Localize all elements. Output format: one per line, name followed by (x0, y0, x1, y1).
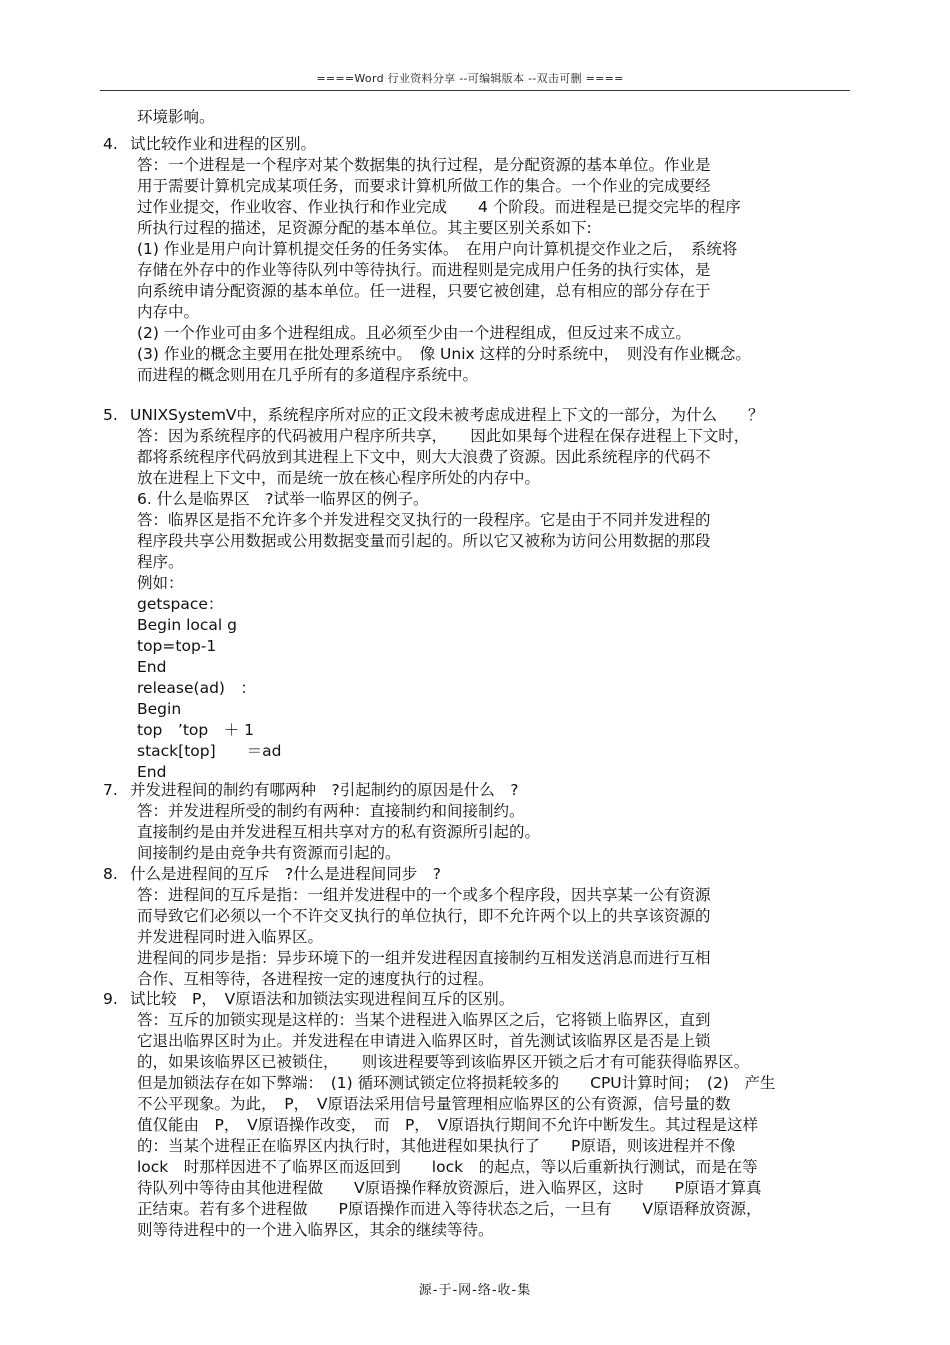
text-line: (3) 作业的概念主要用在批处理系统中。 像 Unix 这样的分时系统中， 则没有作业概念。 (137, 345, 751, 363)
text-line: 的，如果该临界区已被锁住， 则该进程要等到该临界区开锁之后才有可能获得临界区。 (137, 1053, 750, 1071)
page-header: ====Word 行业资料分享 --可编辑版本 --双击可删 ==== (316, 72, 624, 85)
item-number: 8. (103, 865, 118, 883)
text-line: 什么是进程间的互斥 ?什么是进程间同步 ? (130, 865, 441, 883)
text-line: 答：一个进程是一个程序对某个数据集的执行过程，是分配资源的基本单位。作业是 (137, 156, 711, 174)
text-line: 答：临界区是指不允许多个并发进程交叉执行的一段程序。它是由于不同并发进程的 (137, 511, 711, 529)
text-line: 但是加锁法存在如下弊端： (1) 循环测试锁定位将损耗较多的 CPU计算时间； (2) 产生 (137, 1074, 776, 1092)
text-line: 答：进程间的互斥是指：一组并发进程中的一个或多个程序段，因共享某一公有资源 (137, 886, 711, 904)
text-line: top ’top ＋ 1 (137, 721, 255, 739)
text-line: 试比较作业和进程的区别。 (130, 135, 317, 153)
text-line: 向系统申请分配资源的基本单位。任一进程，只要它被创建，总有相应的部分存在于 (137, 282, 711, 300)
text-line: 间接制约是由竞争共有资源而引起的。 (137, 844, 401, 862)
text-line: 放在进程上下文中，而是统一放在核心程序所处的内存中。 (137, 469, 541, 487)
text-line: Begin (137, 700, 182, 718)
text-line: 并发进程间的制约有哪两种 ?引起制约的原因是什么 ? (130, 781, 519, 799)
text-line: 过作业提交，作业收容、作业执行和作业完成 4 个阶段。而进程是已提交完毕的程序 (137, 198, 741, 216)
header-divider (100, 90, 850, 91)
text-line: 则等待进程中的一个进入临界区，其余的继续等待。 (137, 1221, 494, 1239)
text-line: 内存中。 (137, 303, 200, 321)
item-number: 5. (103, 406, 118, 424)
text-line: 合作、互相等待，各进程按一定的速度执行的过程。 (137, 970, 494, 988)
text-line: 不公平现象。为此， P， V原语法采用信号量管理相应临界区的公有资源，信号量的数 (137, 1095, 731, 1113)
text-line: 值仅能由 P， V原语操作改变， 而 P， V原语执行期间不允许中断发生。其过程是这样 (137, 1116, 759, 1134)
item-number: 4. (103, 135, 118, 153)
item-number: 9. (103, 990, 118, 1008)
text-line: UNIXSystemV中，系统程序所对应的正文段未被考虑成进程上下文的一部分，为什么 ？ (130, 406, 764, 424)
text-line: 存储在外存中的作业等待队列中等待执行。而进程则是完成用户任务的执行实体，是 (137, 261, 711, 279)
text-line: End (137, 763, 167, 781)
text-line: End (137, 658, 167, 676)
text-line: 试比较 P， V原语法和加锁法实现进程间互斥的区别。 (130, 990, 515, 1008)
text-line: 并发进程同时进入临界区。 (137, 928, 324, 946)
text-line: 答：互斥的加锁实现是这样的：当某个进程进入临界区之后，它将锁上临界区，直到 (137, 1011, 711, 1029)
text-line: 待队列中等待由其他进程做 V原语操作释放资源后，进入临界区，这时 P原语才算真 (137, 1179, 762, 1197)
text-line: (1) 作业是用户向计算机提交任务的任务实体。 在用户向计算机提交作业之后， 系统将 (137, 240, 738, 258)
text-line: getspace： (137, 595, 224, 613)
text-line: 的：当某个进程正在临界区内执行时，其他进程如果执行了 P原语，则该进程并不像 (137, 1137, 736, 1155)
text-line: 程序。 (137, 553, 184, 571)
text-line: 进程间的同步是指：异步环境下的一组并发进程因直接制约互相发送消息而进行互相 (137, 949, 711, 967)
text-line: Begin local g (137, 616, 237, 634)
text-line: 例如： (137, 574, 184, 592)
text-line: 答：并发进程所受的制约有两种：直接制约和间接制约。 (137, 802, 525, 820)
text-line: 6. 什么是临界区 ?试举一临界区的例子。 (137, 490, 429, 508)
text-line: top=top-1 (137, 637, 217, 655)
text-line: 环境影响。 (137, 108, 215, 126)
text-line: lock 时那样因进不了临界区而返回到 lock 的起点，等以后重新执行测试，而是在等 (137, 1158, 758, 1176)
text-line: (2) 一个作业可由多个进程组成。且必须至少由一个进程组成，但反过来不成立。 (137, 324, 691, 342)
text-line: 答：因为系统程序的代码被用户程序所共享， 因此如果每个进程在保存进程上下文时， (137, 427, 750, 445)
text-line: release(ad) ： (137, 679, 256, 697)
text-line: 所执行过程的描述，足资源分配的基本单位。其主要区别关系如下: (137, 219, 592, 237)
text-line: 而导致它们必须以一个不许交叉执行的单位执行，即不允许两个以上的共享该资源的 (137, 907, 711, 925)
text-line: 正结束。若有多个进程做 P原语操作而进入等待状态之后，一旦有 V原语释放资源， (137, 1200, 762, 1218)
text-line: 直接制约是由并发进程互相共享对方的私有资源所引起的。 (137, 823, 541, 841)
text-line: 用于需要计算机完成某项任务，而要求计算机所做工作的集合。一个作业的完成要经 (137, 177, 711, 195)
text-line: 都将系统程序代码放到其进程上下文中，则大大浪费了资源。因此系统程序的代码不 (137, 448, 711, 466)
text-line: 而进程的概念则用在几乎所有的多道程序系统中。 (137, 366, 479, 384)
page-footer: 源-于-网-络-收-集 (418, 1283, 532, 1298)
text-line: 程序段共享公用数据或公用数据变量而引起的。所以它又被称为访问公用数据的那段 (137, 532, 711, 550)
text-line: stack[top] ＝ad (137, 742, 282, 760)
item-number: 7. (103, 781, 118, 799)
text-line: 它退出临界区时为止。并发进程在申请进入临界区时，首先测试该临界区是否是上锁 (137, 1032, 711, 1050)
